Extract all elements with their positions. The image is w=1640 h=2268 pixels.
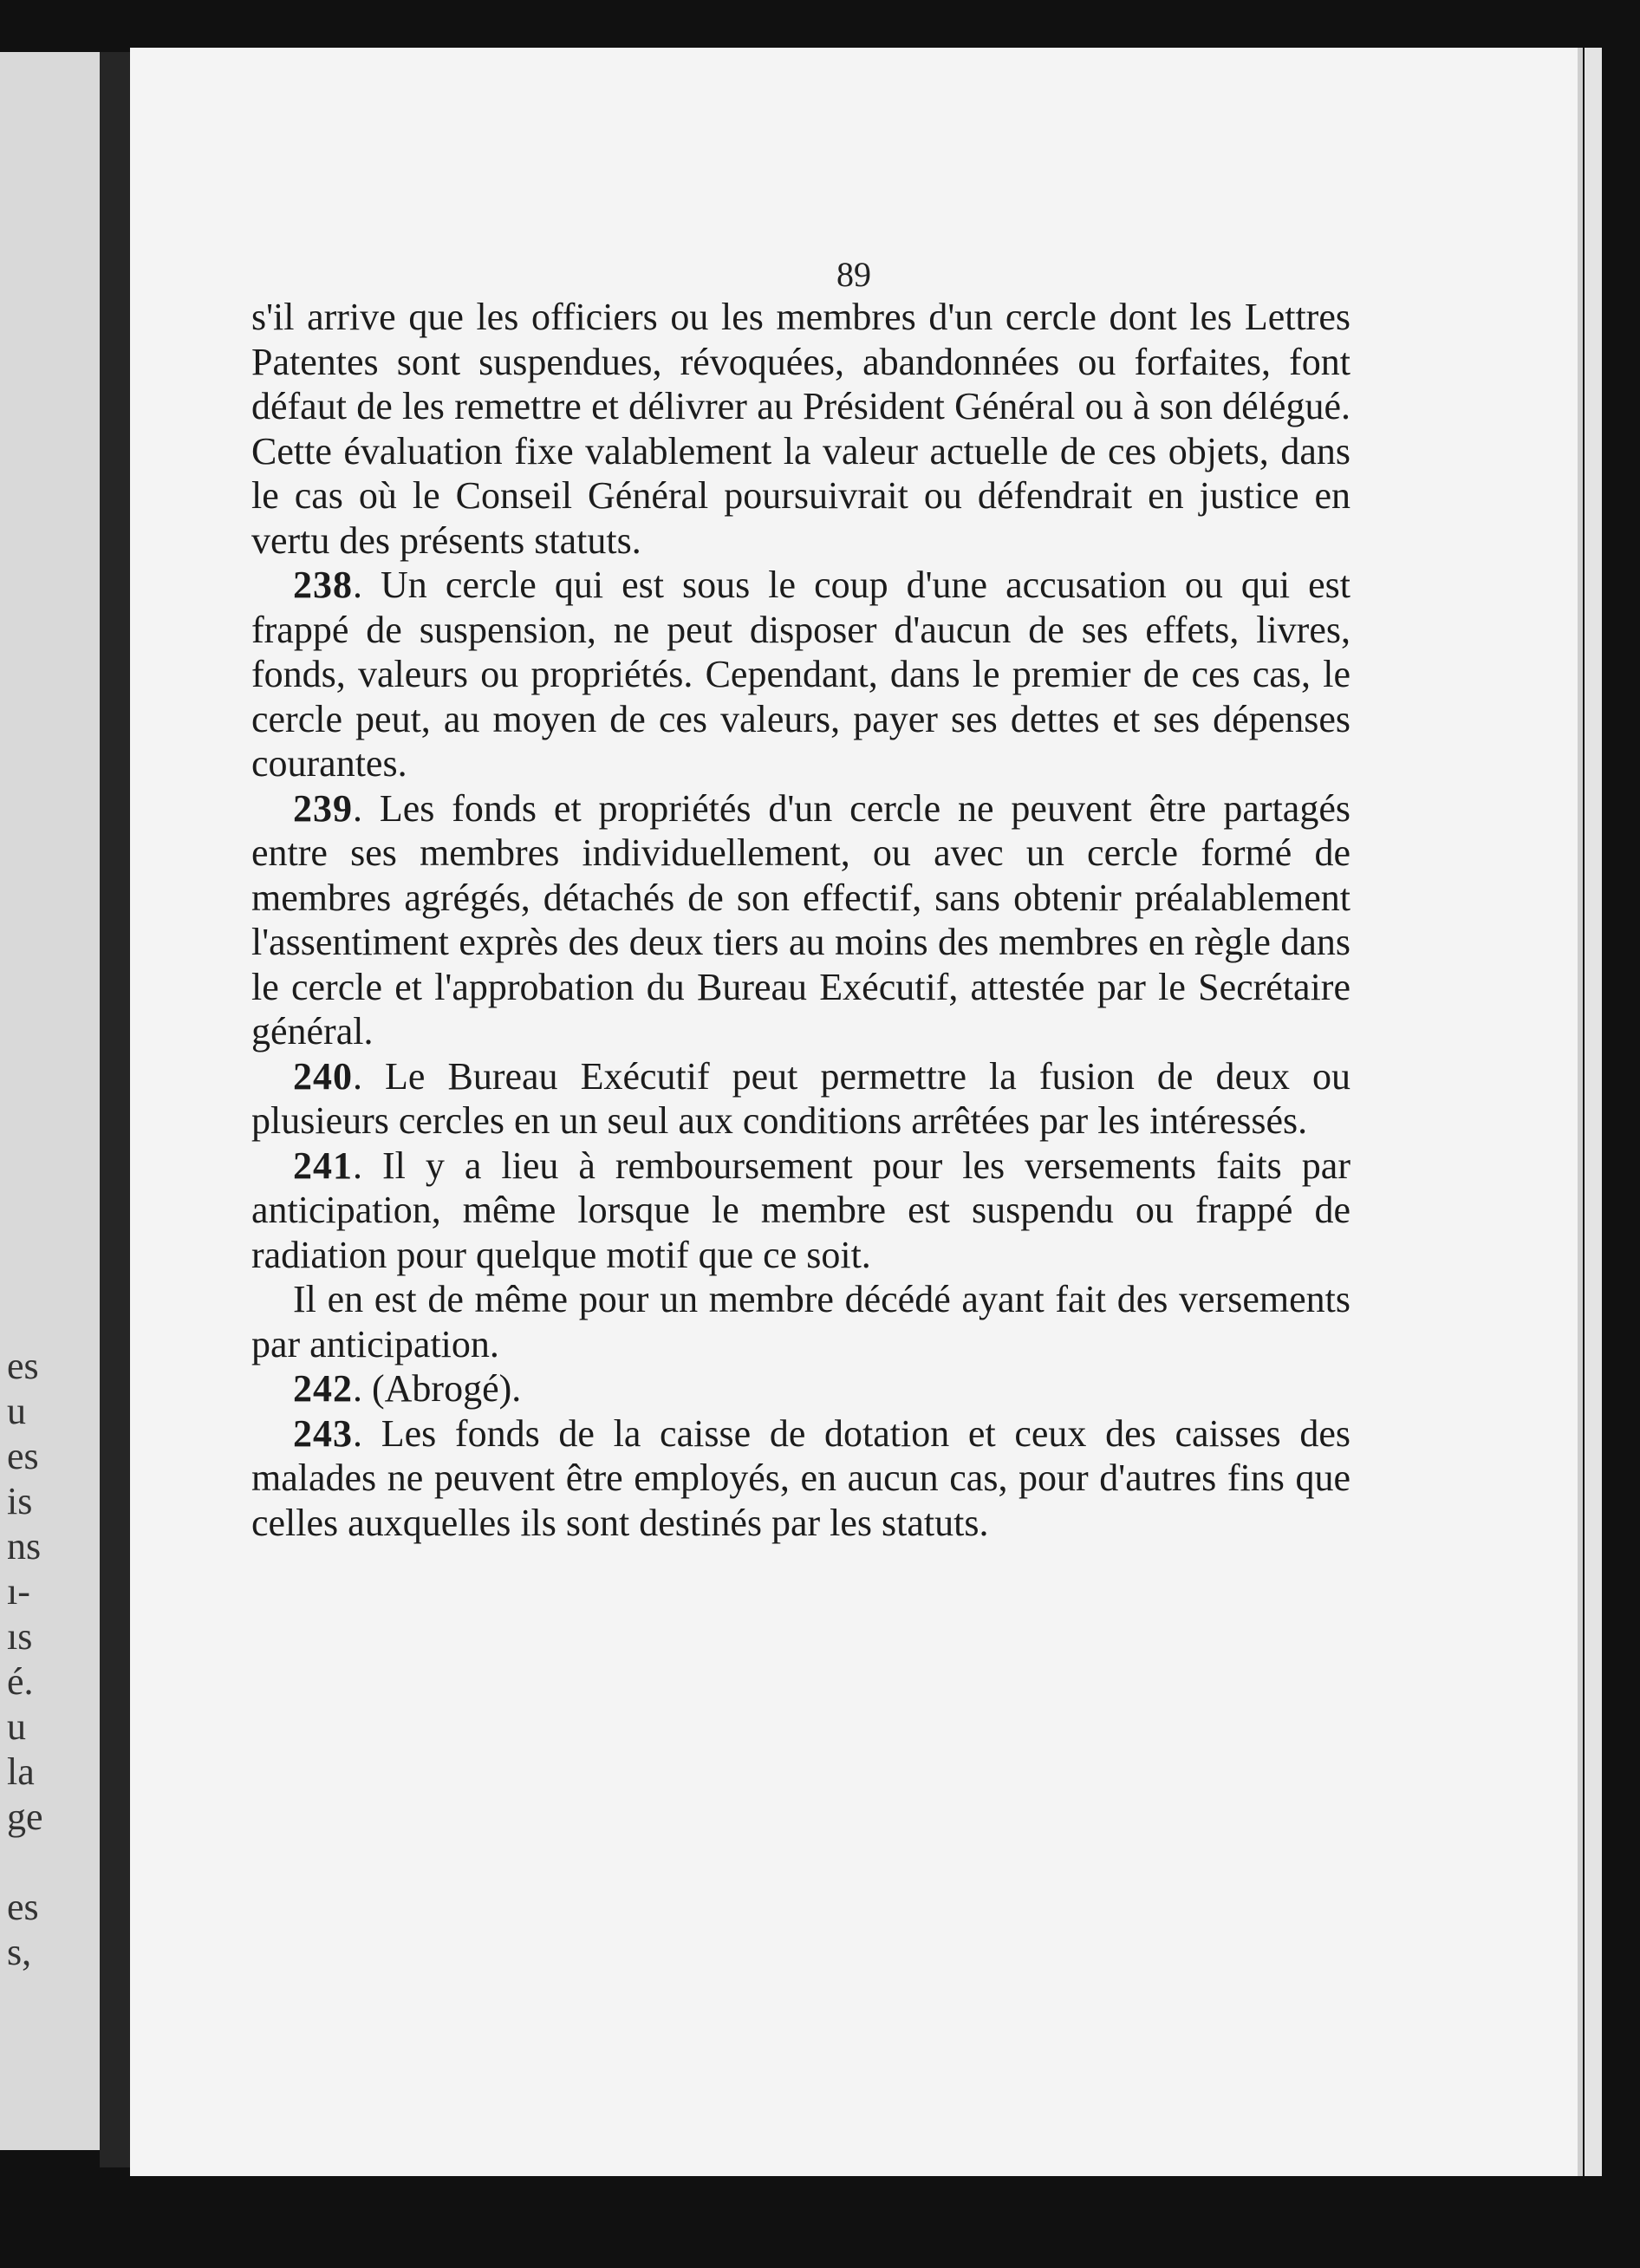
article-number: 243 [293, 1411, 353, 1455]
margin-fragment: is [7, 1480, 33, 1522]
article-number: 241 [293, 1144, 353, 1187]
body-text [251, 295, 1350, 1545]
article-241-continuation: Il en est de même pour un membre décédé ayant fait des versements par anticipation. [251, 1278, 1350, 1365]
article-243: 243. Les fonds de la caisse de dotation et ceux des caisses des malades ne peuvent être employés, en aucun cas, pour d'autres fins que celles auxquelles ils sont destinés par les statuts. [251, 1411, 1351, 1544]
article-242: 242. (Abrogé). [293, 1367, 522, 1410]
margin-fragment: u [7, 1390, 26, 1432]
article-text: Les fonds et propriétés d'un cercle ne peuvent être partagés entre ses membres individuellement, ou avec un cercle formé de membres agrégés, détachés de son effectif, sans obtenir préalablement l'assentiment exprès des deux tiers au moins des membres en règle dans le cercle et l'approbation du Bureau Exécutif, attestée par le Secrétaire général. [251, 786, 1350, 1053]
margin-fragment: ge [7, 1796, 43, 1838]
margin-fragment: es [7, 1435, 39, 1477]
article-text: Les fonds de la caisse de dotation et ceux des caisses des malades ne peuvent être employés, en aucun cas, pour d'autres fins que celles auxquelles ils sont destinés par les statuts. [251, 1411, 1351, 1544]
margin-fragment: la [7, 1750, 35, 1793]
book-spine [100, 52, 133, 2167]
article-number: 242 [293, 1367, 353, 1410]
right-page-edge [1585, 48, 1602, 2176]
margin-fragment: es [7, 1345, 39, 1387]
margin-fragment [7, 1840, 59, 1885]
margin-fragment: ıs [7, 1615, 33, 1658]
margin-fragment: es [7, 1886, 39, 1928]
margin-fragment: u [7, 1705, 26, 1748]
continuation-paragraph: s'il arrive que les officiers ou les membres d'un cercle dont les Lettres Patentes sont suspendues, révoquées, abandonnées ou forfaites, font défaut de les remettre et délivrer au Président Général ou à son délégué. Cette évaluation fixe valablement la valeur actuelle de ces objets, dans le cas où le Conseil Général poursuivrait ou défendrait en justice en vertu des présents statuts. [251, 296, 1350, 562]
margin-fragment: ı- [7, 1570, 30, 1613]
article-text: Un cercle qui est sous le coup d'une accusation ou qui est frappé de suspension, ne peut disposer d'aucun de ses effets, livres, fonds, valeurs ou propriétés. Cependant, dans le premier de ces cas, le cercle peut, au moyen de ces valeurs, payer ses dettes et ses dépenses courantes. [251, 564, 1350, 785]
article-text: Le Bureau Exécutif peut permettre la fusion de deux ou plusieurs cercles en un seul aux conditions arrêtées par les intéressés. [251, 1054, 1351, 1142]
margin-fragment: s, [7, 1931, 32, 1973]
article-240: 240. Le Bureau Exécutif peut permettre la fusion de deux ou plusieurs cercles en un seul aux conditions arrêtées par les intéressés. [251, 1054, 1351, 1142]
left-page-margin-text [7, 1344, 59, 1975]
margin-fragment: é. [7, 1660, 34, 1703]
article-number: 239 [293, 786, 353, 830]
page-number: 89 [836, 255, 871, 294]
margin-fragment: ns [7, 1525, 42, 1567]
article-text: Il y a lieu à remboursement pour les versements faits par anticipation, même lorsque le membre est suspendu ou frappé de radiation pour quelque motif que ce soit. [251, 1144, 1350, 1276]
article-239: 239. Les fonds et propriétés d'un cercle ne peuvent être partagés entre ses membres individuellement, ou avec un cercle formé de membres agrégés, détachés de son effectif, sans obtenir préalablement l'assentiment exprès des deux tiers au moins des membres en règle dans le cercle et l'approbation du Bureau Exécutif, attestée par le Secrétaire général. [251, 786, 1350, 1053]
article-number: 238 [293, 564, 353, 606]
article-text: (Abrogé). [372, 1367, 522, 1410]
article-238: 238. Un cercle qui est sous le coup d'une accusation ou qui est frappé de suspension, ne peut disposer d'aucun de ses effets, livres, fonds, valeurs ou propriétés. Cependant, dans le premier de ces cas, le cercle peut, au moyen de ces valeurs, payer ses dettes et ses dépenses courantes. [251, 564, 1350, 785]
article-241: 241. Il y a lieu à remboursement pour les versements faits par anticipation, même lorsque le membre est suspendu ou frappé de radiation pour quelque motif que ce soit. [251, 1144, 1350, 1276]
article-number: 240 [293, 1054, 353, 1098]
